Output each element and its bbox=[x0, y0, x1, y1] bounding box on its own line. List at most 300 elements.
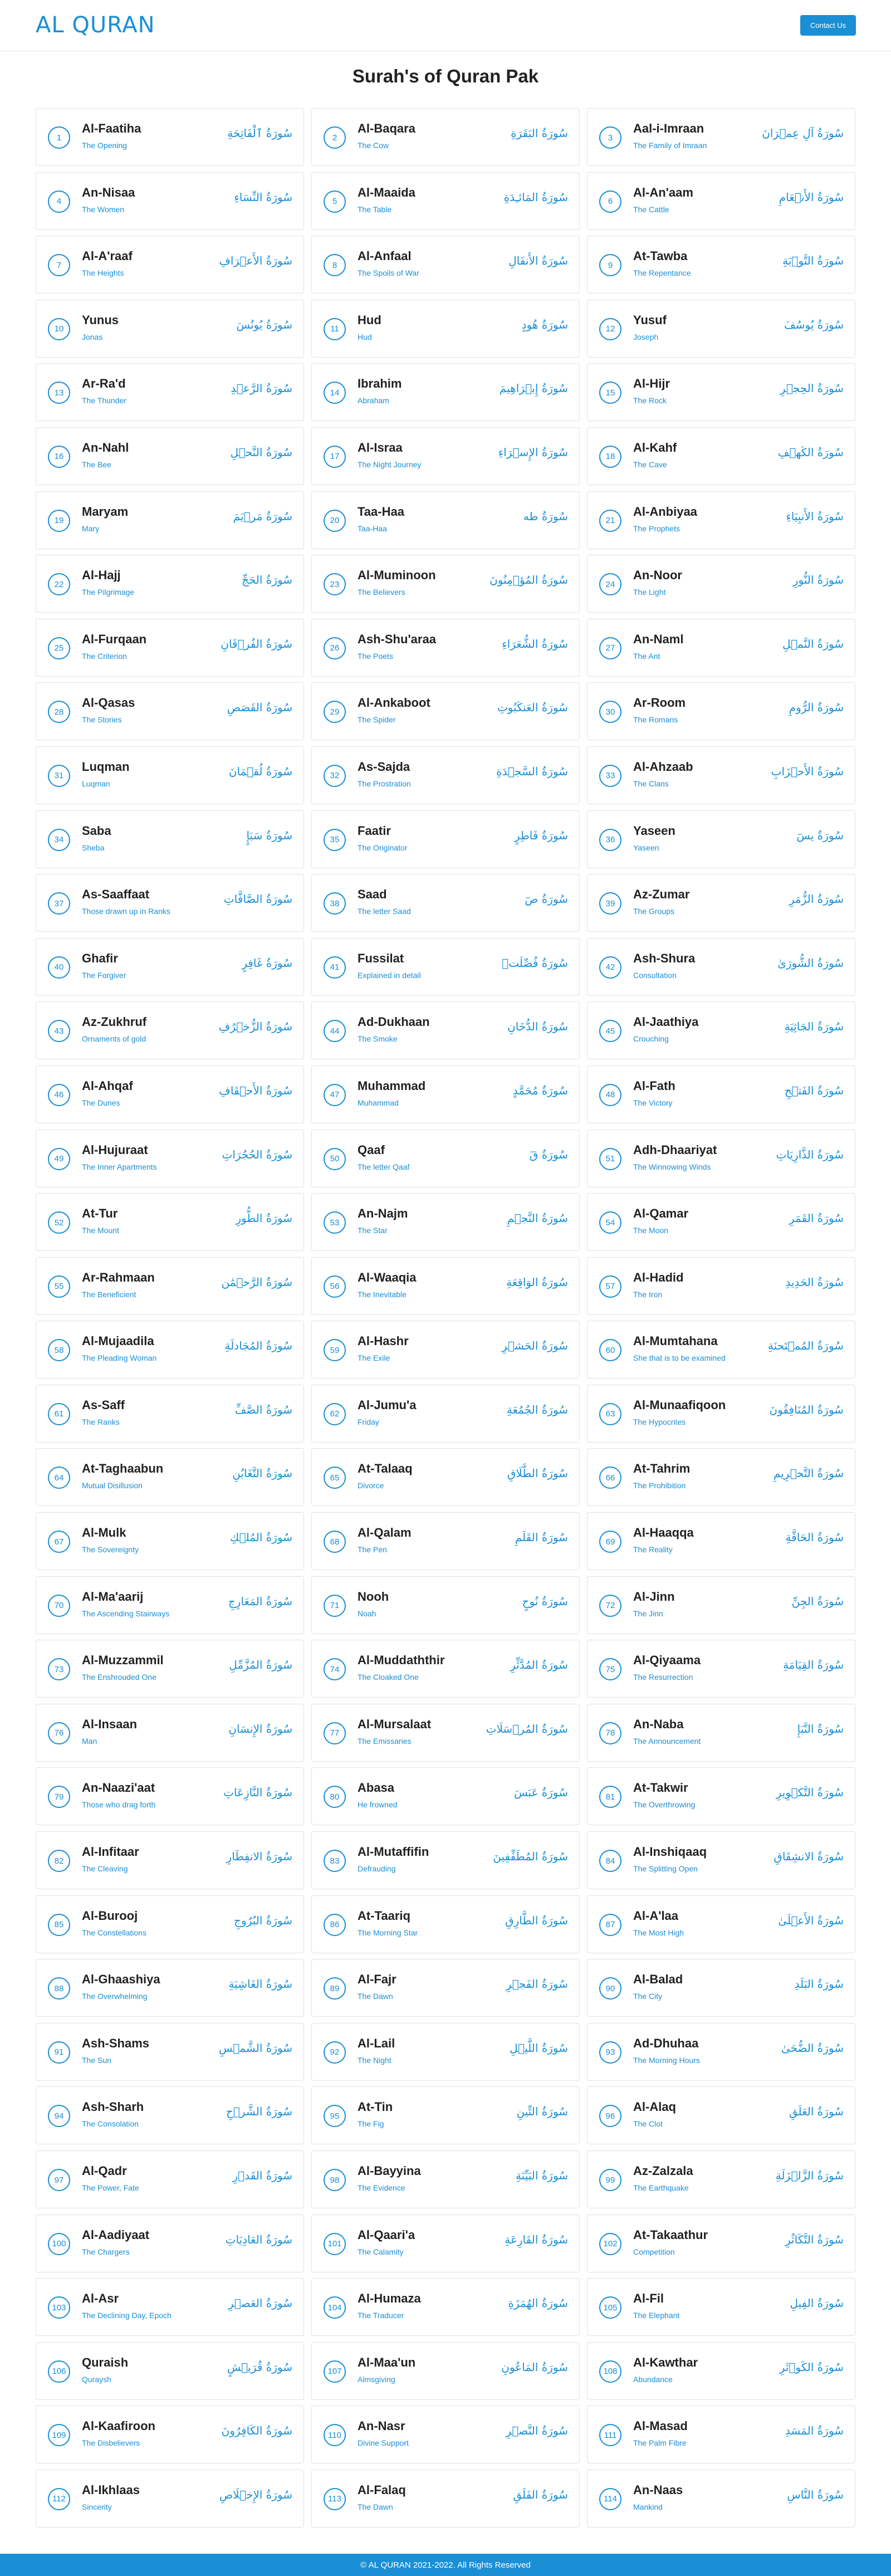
surah-card[interactable] bbox=[587, 1001, 855, 1059]
surah-english-name: Ash-Shura bbox=[633, 951, 696, 965]
surah-english-name: Saba bbox=[82, 823, 111, 838]
surah-arabic-name: سُورَةُ الفَتۡحِ bbox=[784, 1083, 844, 1097]
surah-arabic-name: سُورَةُ يُونُسَ bbox=[236, 317, 292, 331]
surah-english-name: Al-Ankaboot bbox=[358, 696, 430, 710]
surah-english-name: Al-Furqaan bbox=[82, 632, 147, 646]
surah-card[interactable] bbox=[36, 2342, 304, 2400]
surah-card[interactable] bbox=[311, 300, 580, 358]
surah-card[interactable] bbox=[36, 2470, 304, 2528]
surah-arabic-name: سُورَةُ الحَاقَّةِ bbox=[785, 1531, 844, 1544]
surah-card[interactable] bbox=[311, 1130, 580, 1187]
surah-arabic-name: سُورَةُ ٱلْفَاتِحَةِ bbox=[227, 126, 292, 140]
surah-card[interactable] bbox=[587, 619, 855, 677]
surah-english-name: Fussilat bbox=[358, 951, 404, 965]
surah-card[interactable] bbox=[311, 1576, 580, 1634]
surah-card[interactable] bbox=[311, 1512, 580, 1570]
surah-english-name: Al-Ghaashiya bbox=[82, 1972, 160, 1987]
surah-arabic-name: سُورَةُ الأَنۡعَامِ bbox=[779, 190, 844, 204]
surah-card[interactable] bbox=[587, 938, 855, 996]
surah-arabic-name: سُورَةُ الطَّارِقِ bbox=[505, 1913, 568, 1927]
surah-meaning: Joseph bbox=[633, 332, 659, 341]
surah-card[interactable] bbox=[587, 2023, 855, 2081]
surah-arabic-name: سُورَةُ الكَهۡفِ bbox=[777, 445, 844, 459]
surah-meaning: The letter Saad bbox=[358, 907, 411, 916]
surah-number-badge: 87 bbox=[599, 1914, 621, 1936]
surah-arabic-name: سُورَةُ الأَحۡقَافِ bbox=[219, 1083, 292, 1097]
surah-number-badge: 97 bbox=[48, 2169, 70, 2191]
surah-english-name: Ash-Shu'araa bbox=[358, 632, 436, 646]
surah-card[interactable] bbox=[36, 555, 304, 613]
surah-english-name: Al-Qamar bbox=[633, 1206, 689, 1221]
surah-arabic-name: سُورَةُ النُّورِ bbox=[792, 573, 844, 587]
surah-english-name: Al-Infitaar bbox=[82, 1845, 139, 1859]
surah-meaning: The Prostration bbox=[358, 779, 411, 788]
surah-number-badge: 47 bbox=[324, 1084, 346, 1106]
surah-card[interactable] bbox=[36, 1831, 304, 1889]
surah-english-name: Hud bbox=[358, 312, 381, 327]
surah-card[interactable] bbox=[587, 1704, 855, 1762]
surah-english-name: Al-Burooj bbox=[82, 1908, 138, 1923]
surah-card[interactable] bbox=[587, 172, 855, 230]
surah-english-name: An-Naml bbox=[633, 632, 684, 646]
surah-english-name: An-Naas bbox=[633, 2482, 683, 2497]
surah-meaning: The Announcement bbox=[633, 1736, 701, 1746]
surah-english-name: Al-Bayyina bbox=[358, 2164, 421, 2178]
surah-number-badge: 114 bbox=[599, 2488, 621, 2510]
surah-number-badge: 55 bbox=[48, 1275, 70, 1298]
surah-card[interactable] bbox=[311, 236, 580, 294]
surah-meaning: The Women bbox=[82, 204, 124, 214]
surah-card[interactable] bbox=[36, 2406, 304, 2463]
surah-arabic-name: سُورَةُ الزَّلۡزَلَةِ bbox=[775, 2169, 844, 2182]
surah-card[interactable] bbox=[587, 1193, 855, 1251]
surah-meaning: The Clot bbox=[633, 2119, 663, 2129]
surah-number-badge: 85 bbox=[48, 1914, 70, 1936]
surah-english-name: At-Takaathur bbox=[633, 2227, 708, 2242]
surah-english-name: As-Saff bbox=[82, 1397, 125, 1412]
surah-card[interactable] bbox=[311, 1831, 580, 1889]
surah-card[interactable] bbox=[311, 2215, 580, 2272]
surah-meaning: The Cleaving bbox=[82, 1864, 128, 1874]
surah-number-badge: 12 bbox=[599, 318, 621, 340]
surah-arabic-name: سُورَةُ الفَلَقِ bbox=[513, 2487, 568, 2501]
surah-meaning: Mankind bbox=[633, 2502, 663, 2511]
surah-card[interactable] bbox=[36, 1640, 304, 1698]
surah-card[interactable] bbox=[36, 619, 304, 677]
surah-card[interactable] bbox=[587, 1448, 855, 1506]
surah-card[interactable] bbox=[311, 2086, 580, 2144]
surah-card[interactable] bbox=[36, 2278, 304, 2336]
surah-arabic-name: سُورَةُ العَادِيَاتِ bbox=[225, 2232, 292, 2246]
surah-card[interactable] bbox=[311, 427, 580, 485]
surah-english-name: Al-Faatiha bbox=[82, 121, 141, 135]
surah-number-badge: 108 bbox=[599, 2360, 621, 2383]
surah-card[interactable] bbox=[587, 1767, 855, 1825]
surah-meaning: The Ranks bbox=[82, 1417, 120, 1426]
surah-card[interactable] bbox=[587, 1130, 855, 1187]
surah-card[interactable] bbox=[311, 2406, 580, 2463]
surah-card[interactable] bbox=[36, 236, 304, 294]
surah-number-badge: 106 bbox=[48, 2360, 70, 2383]
surah-english-name: Taa-Haa bbox=[358, 504, 404, 519]
surah-meaning: The Inner Apartments bbox=[82, 1162, 157, 1171]
surah-number-badge: 82 bbox=[48, 1850, 70, 1872]
surah-english-name: Al-Alaq bbox=[633, 2100, 676, 2114]
surah-english-name: At-Talaaq bbox=[358, 1461, 413, 1476]
surah-english-name: At-Tahrim bbox=[633, 1461, 691, 1476]
surah-meaning: The Power, Fate bbox=[82, 2183, 139, 2192]
surah-card[interactable] bbox=[311, 1895, 580, 1953]
surah-number-badge: 103 bbox=[48, 2296, 70, 2319]
surah-arabic-name: سُورَةُ المُنَافِقُونَ bbox=[769, 1402, 844, 1416]
surah-card[interactable] bbox=[36, 1895, 304, 1953]
surah-english-name: Al-Lail bbox=[358, 2036, 395, 2050]
surah-meaning: The Thunder bbox=[82, 396, 126, 405]
surah-card[interactable] bbox=[587, 363, 855, 421]
surah-card[interactable] bbox=[36, 1512, 304, 1570]
surah-card[interactable] bbox=[587, 682, 855, 740]
surah-card[interactable] bbox=[36, 1130, 304, 1187]
surah-meaning: Quraysh bbox=[82, 2374, 111, 2384]
surah-card[interactable] bbox=[311, 682, 580, 740]
surah-card[interactable] bbox=[36, 172, 304, 230]
surah-english-name: Yusuf bbox=[633, 312, 667, 327]
surah-meaning: Sincerity bbox=[82, 2502, 112, 2511]
surah-arabic-name: سُورَةُ الجُمُعَةِ bbox=[506, 1402, 568, 1416]
surah-number-badge: 32 bbox=[324, 765, 346, 787]
surah-card[interactable] bbox=[587, 236, 855, 294]
surah-card[interactable] bbox=[587, 1831, 855, 1889]
surah-arabic-name: سُورَةُ عَبَسَ bbox=[513, 1786, 568, 1800]
surah-card[interactable] bbox=[36, 1065, 304, 1123]
surah-number-badge: 105 bbox=[599, 2296, 621, 2319]
surah-meaning: Explained in detail bbox=[358, 970, 421, 980]
surah-meaning: The Dawn bbox=[358, 2502, 393, 2511]
surah-meaning: Taa-Haa bbox=[358, 524, 387, 533]
surah-card[interactable] bbox=[36, 1385, 304, 1443]
surah-meaning: The Prohibition bbox=[633, 1481, 686, 1490]
surah-arabic-name: سُورَةُ المَائـِدَةِ bbox=[503, 190, 568, 204]
surah-number-badge: 22 bbox=[48, 573, 70, 595]
surah-card[interactable] bbox=[587, 1640, 855, 1698]
surah-card[interactable] bbox=[587, 2278, 855, 2336]
surah-card[interactable] bbox=[587, 555, 855, 613]
surah-meaning: The Family of Imraan bbox=[633, 141, 707, 150]
surah-card[interactable] bbox=[311, 172, 580, 230]
surah-card[interactable] bbox=[311, 1767, 580, 1825]
surah-card[interactable] bbox=[36, 1959, 304, 2017]
surah-card[interactable] bbox=[311, 1321, 580, 1379]
surah-card[interactable] bbox=[587, 2342, 855, 2400]
surah-meaning: The Poets bbox=[358, 651, 393, 661]
surah-number-badge: 101 bbox=[324, 2233, 346, 2255]
surah-arabic-name: سُورَةُ الحُجُرَاتِ bbox=[222, 1147, 292, 1161]
surah-number-badge: 110 bbox=[324, 2424, 346, 2446]
surah-arabic-name: سُورَةُ الكَوۡثَرِ bbox=[779, 2360, 844, 2374]
surah-card[interactable] bbox=[587, 300, 855, 358]
surah-meaning: The Splitting Open bbox=[633, 1864, 698, 1874]
surah-card[interactable] bbox=[311, 619, 580, 677]
surah-meaning: The letter Qaaf bbox=[358, 1162, 410, 1171]
surah-meaning: The Criterion bbox=[82, 651, 127, 661]
surah-number-badge: 11 bbox=[324, 318, 346, 340]
surah-card[interactable] bbox=[311, 938, 580, 996]
surah-english-name: At-Taghaabun bbox=[82, 1461, 164, 1476]
surah-meaning: The Resurrection bbox=[633, 1673, 693, 1682]
surah-english-name: Al-Aadiyaat bbox=[82, 2227, 150, 2242]
surah-english-name: At-Tawba bbox=[633, 249, 688, 263]
surah-card[interactable] bbox=[36, 810, 304, 868]
surah-card[interactable] bbox=[311, 1959, 580, 2017]
surah-number-badge: 100 bbox=[48, 2233, 70, 2255]
surah-arabic-name: سُورَةُ البَيِّنَةِ bbox=[515, 2169, 568, 2182]
surah-number-badge: 3 bbox=[599, 126, 621, 149]
surah-card[interactable] bbox=[36, 1257, 304, 1315]
surah-meaning: Consultation bbox=[633, 970, 677, 980]
surah-card[interactable] bbox=[587, 2406, 855, 2463]
surah-arabic-name: سُورَةُ المُزَّمِّلِ bbox=[229, 1658, 292, 1672]
surah-card[interactable] bbox=[311, 1257, 580, 1315]
site-logo[interactable]: AL QURAN bbox=[36, 12, 155, 38]
surah-arabic-name: سُورَةُ المُجَادلَةِ bbox=[224, 1339, 292, 1353]
surah-english-name: Al-Mumtahana bbox=[633, 1334, 718, 1348]
surah-number-badge: 98 bbox=[324, 2169, 346, 2191]
surah-card[interactable] bbox=[311, 2278, 580, 2336]
surah-english-name: Al-Jinn bbox=[633, 1589, 675, 1604]
surah-card[interactable] bbox=[587, 2470, 855, 2528]
surah-arabic-name: سُورَةُ البَلَدِ bbox=[794, 1977, 844, 1991]
surah-card[interactable] bbox=[587, 1065, 855, 1123]
site-header bbox=[0, 0, 891, 51]
surah-card[interactable] bbox=[36, 491, 304, 549]
surah-card[interactable] bbox=[311, 491, 580, 549]
surah-card[interactable] bbox=[36, 2023, 304, 2081]
surah-english-name: Maryam bbox=[82, 504, 129, 519]
contact-us-button[interactable]: Contact Us bbox=[800, 15, 856, 36]
surah-card[interactable] bbox=[311, 874, 580, 932]
surah-card[interactable] bbox=[36, 2215, 304, 2272]
surah-card[interactable] bbox=[36, 746, 304, 804]
surah-english-name: Al-Kahf bbox=[633, 440, 677, 454]
surah-meaning: The Night bbox=[358, 2055, 391, 2065]
surah-card[interactable] bbox=[311, 2342, 580, 2400]
surah-number-badge: 90 bbox=[599, 1977, 621, 2000]
surah-card[interactable] bbox=[36, 1448, 304, 1506]
surah-number-badge: 26 bbox=[324, 637, 346, 659]
surah-arabic-name: سُورَةُ التَّحۡرِيمِ bbox=[773, 1467, 844, 1480]
surah-english-name: Al-Maaida bbox=[358, 185, 415, 199]
surah-arabic-name: سُورَةُ الفَجۡرِ bbox=[506, 1977, 568, 1991]
surah-english-name: Al-Humaza bbox=[358, 2291, 421, 2306]
surah-meaning: The Clans bbox=[633, 779, 669, 788]
surah-card[interactable] bbox=[587, 2215, 855, 2272]
surah-english-name: Al-Qiyaama bbox=[633, 1653, 701, 1668]
surah-arabic-name: سُورَةُ العَلَقِ bbox=[789, 2105, 844, 2119]
surah-card[interactable] bbox=[587, 427, 855, 485]
surah-card[interactable] bbox=[311, 1385, 580, 1443]
surah-arabic-name: سُورَةُ الحَشۡرِ bbox=[501, 1339, 568, 1353]
surah-card[interactable] bbox=[36, 1321, 304, 1379]
surah-meaning: The Forgiver bbox=[82, 970, 126, 980]
surah-meaning: The Declining Day, Epoch bbox=[82, 2311, 172, 2320]
surah-card[interactable] bbox=[311, 2150, 580, 2208]
surah-meaning: The Originator bbox=[358, 843, 408, 852]
surah-arabic-name: سُورَةُ الوَاقِعَةِ bbox=[506, 1275, 568, 1289]
surah-card[interactable] bbox=[587, 2150, 855, 2208]
surah-english-name: Quraish bbox=[82, 2355, 129, 2369]
surah-meaning: The Emissaries bbox=[358, 1736, 412, 1746]
surah-meaning: The Light bbox=[633, 588, 666, 597]
surah-number-badge: 77 bbox=[324, 1722, 346, 1744]
surah-card[interactable] bbox=[36, 1193, 304, 1251]
surah-card[interactable] bbox=[311, 1001, 580, 1059]
copyright-text: © AL QURAN 2021-2022. All Rights Reserved bbox=[360, 2560, 531, 2570]
surah-meaning: The Stories bbox=[82, 715, 122, 725]
surah-arabic-name: سُورَةُ الضُّحَىٰ bbox=[781, 2041, 844, 2055]
surah-card[interactable] bbox=[587, 1512, 855, 1570]
surah-arabic-name: سُورَةُ المُلۡكِ bbox=[229, 1531, 292, 1544]
surah-number-badge: 54 bbox=[599, 1211, 621, 1234]
surah-number-badge: 17 bbox=[324, 446, 346, 468]
surah-number-badge: 88 bbox=[48, 1977, 70, 2000]
surah-card[interactable] bbox=[311, 1640, 580, 1698]
surah-arabic-name: سُورَةُ الجَاثِيَةِ bbox=[784, 1020, 844, 1034]
surah-card[interactable] bbox=[311, 1704, 580, 1762]
surah-number-badge: 62 bbox=[324, 1403, 346, 1425]
surah-card[interactable] bbox=[587, 491, 855, 549]
surah-meaning: The Overthrowing bbox=[633, 1800, 696, 1810]
surah-number-badge: 95 bbox=[324, 2105, 346, 2127]
surah-english-name: Al-Hashr bbox=[358, 1334, 409, 1348]
surah-number-badge: 8 bbox=[324, 254, 346, 276]
surah-english-name: At-Taariq bbox=[358, 1908, 410, 1923]
surah-arabic-name: سُورَةُ الإِخۡلَاصِ bbox=[219, 2487, 292, 2501]
surah-english-name: Al-Qalam bbox=[358, 1526, 412, 1540]
surah-number-badge: 58 bbox=[48, 1339, 70, 1361]
surah-english-name: An-Noor bbox=[633, 568, 682, 583]
surah-english-name: Al-Maa'un bbox=[358, 2355, 416, 2369]
surah-card[interactable] bbox=[311, 2470, 580, 2528]
surah-english-name: Ghafir bbox=[82, 951, 118, 965]
surah-grid bbox=[36, 108, 855, 2528]
surah-meaning: The Cloaked One bbox=[358, 1673, 419, 1682]
surah-arabic-name: سُورَةُ الانشِقَاقِ bbox=[773, 1850, 844, 1864]
surah-number-badge: 40 bbox=[48, 956, 70, 979]
surah-meaning: The Mount bbox=[82, 1226, 119, 1235]
surah-english-name: Muhammad bbox=[358, 1078, 426, 1093]
surah-english-name: Al-Baqara bbox=[358, 121, 415, 135]
surah-card[interactable] bbox=[587, 1385, 855, 1443]
surah-number-badge: 113 bbox=[324, 2488, 346, 2510]
surah-number-badge: 7 bbox=[48, 254, 70, 276]
surah-english-name: At-Tin bbox=[358, 2100, 393, 2114]
surah-card[interactable] bbox=[36, 108, 304, 166]
surah-english-name: An-Naba bbox=[633, 1717, 684, 1731]
surah-card[interactable] bbox=[587, 746, 855, 804]
surah-meaning: The Enshrouded One bbox=[82, 1673, 156, 1682]
surah-number-badge: 89 bbox=[324, 1977, 346, 2000]
surah-english-name: An-Naazi'aat bbox=[82, 1781, 155, 1795]
surah-meaning: Luqman bbox=[82, 779, 110, 788]
surah-card[interactable] bbox=[587, 1257, 855, 1315]
surah-english-name: Al-Hujuraat bbox=[82, 1142, 148, 1157]
surah-card[interactable] bbox=[587, 1959, 855, 2017]
surah-arabic-name: سُورَةُ الأَحۡزَابِ bbox=[771, 764, 844, 778]
surah-english-name: Ibrahim bbox=[358, 377, 402, 391]
surah-meaning: Abundance bbox=[633, 2374, 673, 2384]
surah-card[interactable] bbox=[36, 2150, 304, 2208]
surah-card[interactable] bbox=[311, 1448, 580, 1506]
surah-arabic-name: سُورَةُ قُرَيۡشٍ bbox=[227, 2360, 292, 2374]
surah-card[interactable] bbox=[587, 1895, 855, 1953]
surah-arabic-name: سُورَةُ فَاطِرٍ bbox=[514, 828, 568, 842]
surah-card[interactable] bbox=[587, 1576, 855, 1634]
surah-arabic-name: سُورَةُ الأَعۡلَىٰ bbox=[778, 1913, 844, 1927]
surah-meaning: The Elephant bbox=[633, 2311, 680, 2320]
surah-card[interactable] bbox=[36, 427, 304, 485]
surah-card[interactable] bbox=[311, 555, 580, 613]
surah-card[interactable] bbox=[311, 363, 580, 421]
surah-arabic-name: سُورَةُ الجِنِّ bbox=[791, 1594, 844, 1608]
surah-card[interactable] bbox=[587, 1321, 855, 1379]
surah-card[interactable] bbox=[36, 1704, 304, 1762]
surah-number-badge: 23 bbox=[324, 573, 346, 595]
surah-english-name: Ash-Shams bbox=[82, 2036, 150, 2050]
surah-card[interactable] bbox=[311, 108, 580, 166]
surah-card[interactable] bbox=[36, 363, 304, 421]
surah-card[interactable] bbox=[36, 874, 304, 932]
surah-card[interactable] bbox=[587, 874, 855, 932]
surah-arabic-name: سُورَةُ الرَّعۡدِ bbox=[231, 382, 292, 395]
surah-card[interactable] bbox=[587, 810, 855, 868]
surah-card[interactable] bbox=[36, 1576, 304, 1634]
surah-card[interactable] bbox=[36, 1001, 304, 1059]
surah-card[interactable] bbox=[36, 938, 304, 996]
surah-english-name: Al-Insaan bbox=[82, 1717, 138, 1731]
surah-number-badge: 66 bbox=[599, 1467, 621, 1489]
surah-arabic-name: سُورَةُ النَّبَإِ bbox=[797, 1722, 844, 1736]
surah-card[interactable] bbox=[587, 2086, 855, 2144]
surah-arabic-name: سُورَةُ التِّينِ bbox=[516, 2105, 568, 2119]
surah-english-name: As-Saaffaat bbox=[82, 887, 150, 902]
surah-card[interactable] bbox=[36, 682, 304, 740]
surah-card[interactable] bbox=[311, 1193, 580, 1251]
surah-meaning: The Table bbox=[358, 204, 392, 214]
surah-number-badge: 5 bbox=[324, 190, 346, 213]
surah-english-name: As-Sajda bbox=[358, 759, 410, 774]
surah-meaning: Mutual Disillusion bbox=[82, 1481, 143, 1490]
surah-english-name: Al-Masad bbox=[633, 2419, 688, 2433]
surah-english-name: Al-Munaafiqoon bbox=[633, 1397, 726, 1412]
surah-english-name: Saad bbox=[358, 887, 387, 902]
surah-meaning: Muhammad bbox=[358, 1098, 399, 1107]
surah-card[interactable] bbox=[36, 2086, 304, 2144]
surah-arabic-name: سُورَةُ لُقۡمَانَ bbox=[228, 764, 292, 778]
surah-number-badge: 56 bbox=[324, 1275, 346, 1298]
surah-card[interactable] bbox=[311, 746, 580, 804]
surah-card[interactable] bbox=[311, 810, 580, 868]
surah-card[interactable] bbox=[36, 1767, 304, 1825]
surah-english-name: Al-Mulk bbox=[82, 1526, 126, 1540]
surah-card[interactable] bbox=[36, 300, 304, 358]
surah-card[interactable] bbox=[311, 2023, 580, 2081]
surah-card[interactable] bbox=[311, 1065, 580, 1123]
surah-arabic-name: سُورَةُ الغَاشِيَةِ bbox=[228, 1977, 292, 1991]
surah-arabic-name: سُورَةُ النَّاسِ bbox=[787, 2487, 844, 2501]
surah-english-name: Al-Ahqaf bbox=[82, 1078, 133, 1093]
surah-card[interactable] bbox=[587, 108, 855, 166]
surah-number-badge: 20 bbox=[324, 510, 346, 532]
